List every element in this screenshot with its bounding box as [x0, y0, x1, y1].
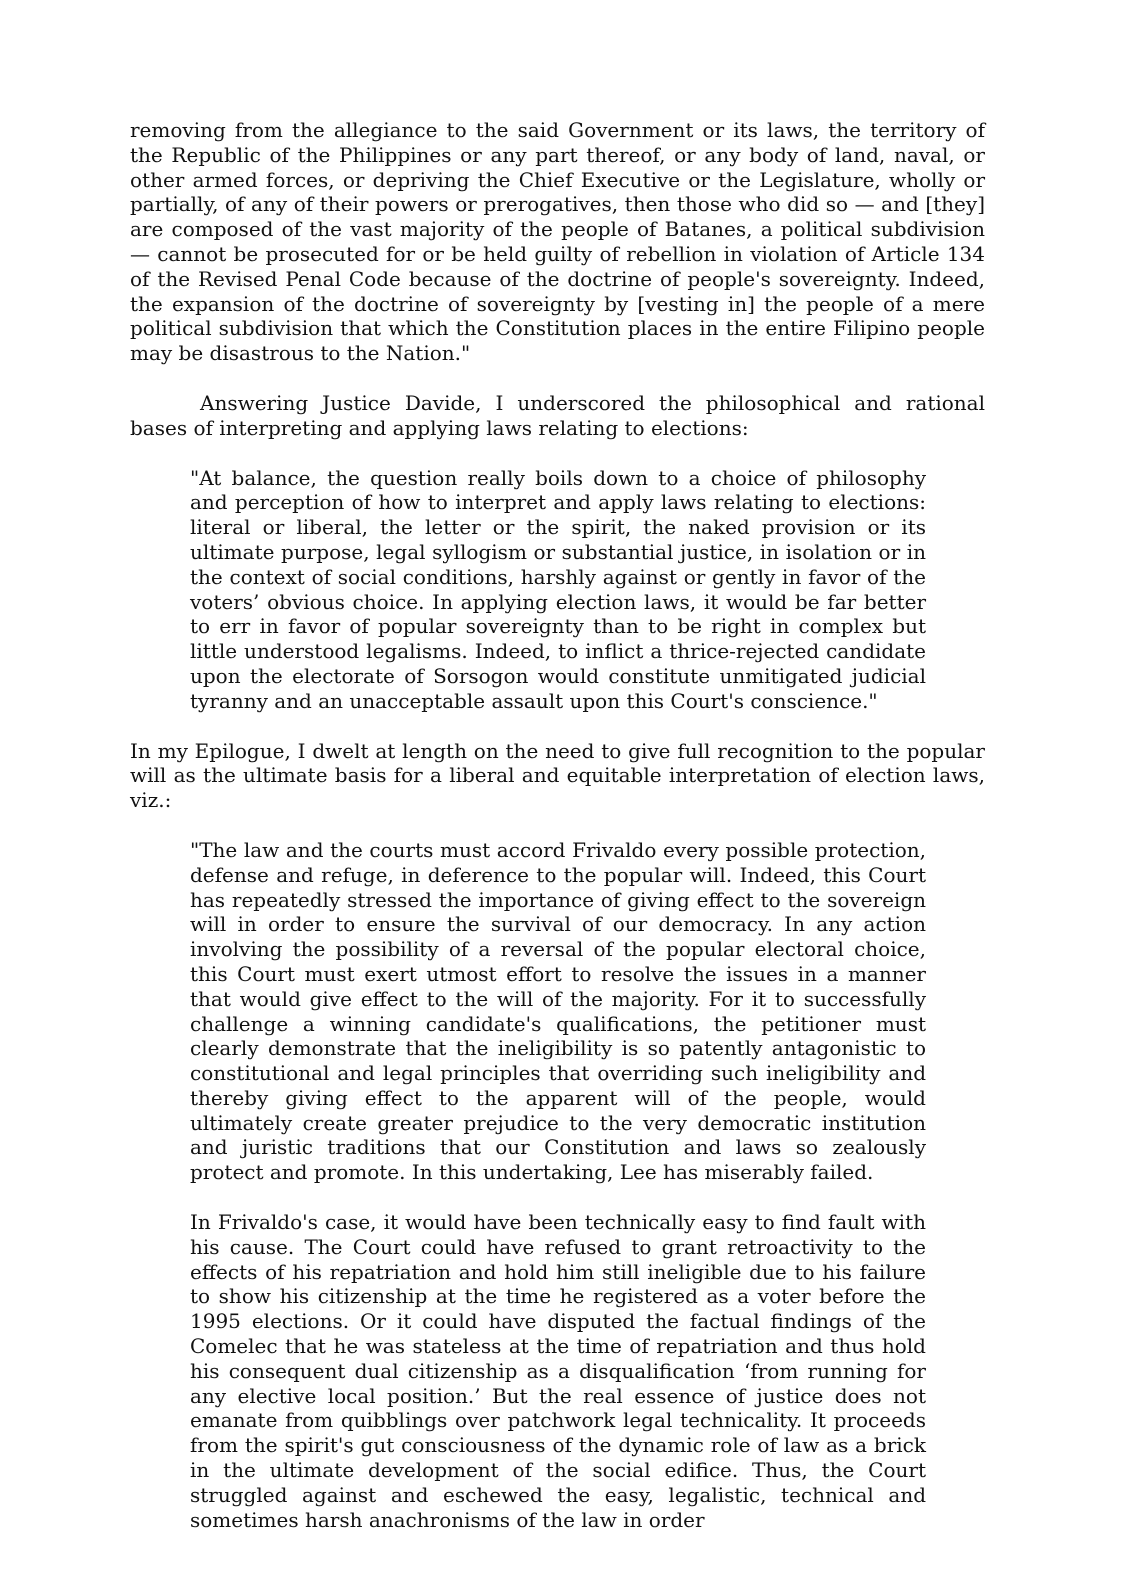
continuation-paragraph: removing from the allegiance to the said Government or its laws, the territory of the Republic of the Philippines or any part thereof, or any body of land, naval, or other armed forces, or depriving the Chief Executive or the Legislature, wholly or partially, of any of their powers or prerogatives, then those who did so — and [they] are composed of the vast majority of the people of Batanes, a political subdivision — cannot be prosecuted for or be held guilty of rebellion in violation of Article 134 of the Revised Penal Code because of the doctrine of people's sovereignty. Indeed, the expansion of the doctrine of sovereignty by [vesting in] the people of a mere political subdivision that which the Constitution places in the entire Filipino people may be disastrous to the Nation." [130, 118, 985, 366]
body-paragraph: Answering Justice Davide, I underscored the philosophical and rational bases of interpreting and applying laws relating to elections: [130, 390, 985, 440]
block-quote: "The law and the courts must accord Frivaldo every possible protection, defense and refuge, in deference to the popular will. Indeed, this Court has repeatedly stressed the importance of giving effect to the sovereign will in order to ensure the survival of our democracy. In any action involving the possibility of a reversal of the popular electoral choice, this Court must exert utmost effort to resolve the issues in a manner that would give effect to the will of the majority. For it to successfully challenge a winning candidate's qualifications, the petitioner must clearly demonstrate that the ineligibility is so patently antagonistic to constitutional and legal principles that overriding such ineligibility and thereby giving effect to the apparent will of the people, would ultimately create greater prejudice to the very democratic institution and juristic traditions that our Constitution and laws so zealously protect and promote. In this undertaking, Lee has miserably failed. [190, 837, 926, 1185]
document-page [130, 118, 985, 1532]
body-paragraph: In my Epilogue, I dwelt at length on the need to give full recognition to the popular will as the ultimate basis for a liberal and equitable interpretation of election laws, viz.: [130, 738, 985, 813]
block-quote: "At balance, the question really boils down to a choice of philosophy and perception of how to interpret and apply laws relating to elections: literal or liberal, the letter or the spirit, the naked provision or its ultimate purpose, legal syllogism or substantial justice, in isolation or in the context of social conditions, harshly against or gently in favor of the voters’ obvious choice. In applying election laws, it would be far better to err in favor of popular sovereignty than to be right in complex but little understood legalisms. Indeed, to inflict a thrice-rejected candidate upon the electorate of Sorsogon would constitute unmitigated judicial tyranny and an unacceptable assault upon this Court's conscience." [190, 465, 926, 713]
block-quote: In Frivaldo's case, it would have been technically easy to find fault with his cause. The Court could have refused to grant retroactivity to the effects of his repatriation and hold him still ineligible due to his failure to show his citizenship at the time he registered as a voter before the 1995 elections. Or it could have disputed the factual findings of the Comelec that he was stateless at the time of repatriation and thus hold his consequent dual citizenship as a disqualification ‘from running for any elective local position.’ But the real essence of justice does not emanate from quibblings over patchwork legal technicality. It proceeds from the spirit's gut consciousness of the dynamic role of law as a brick in the ultimate development of the social edifice. Thus, the Court struggled against and eschewed the easy, legalistic, technical and sometimes harsh anachronisms of the law in order [190, 1210, 926, 1532]
